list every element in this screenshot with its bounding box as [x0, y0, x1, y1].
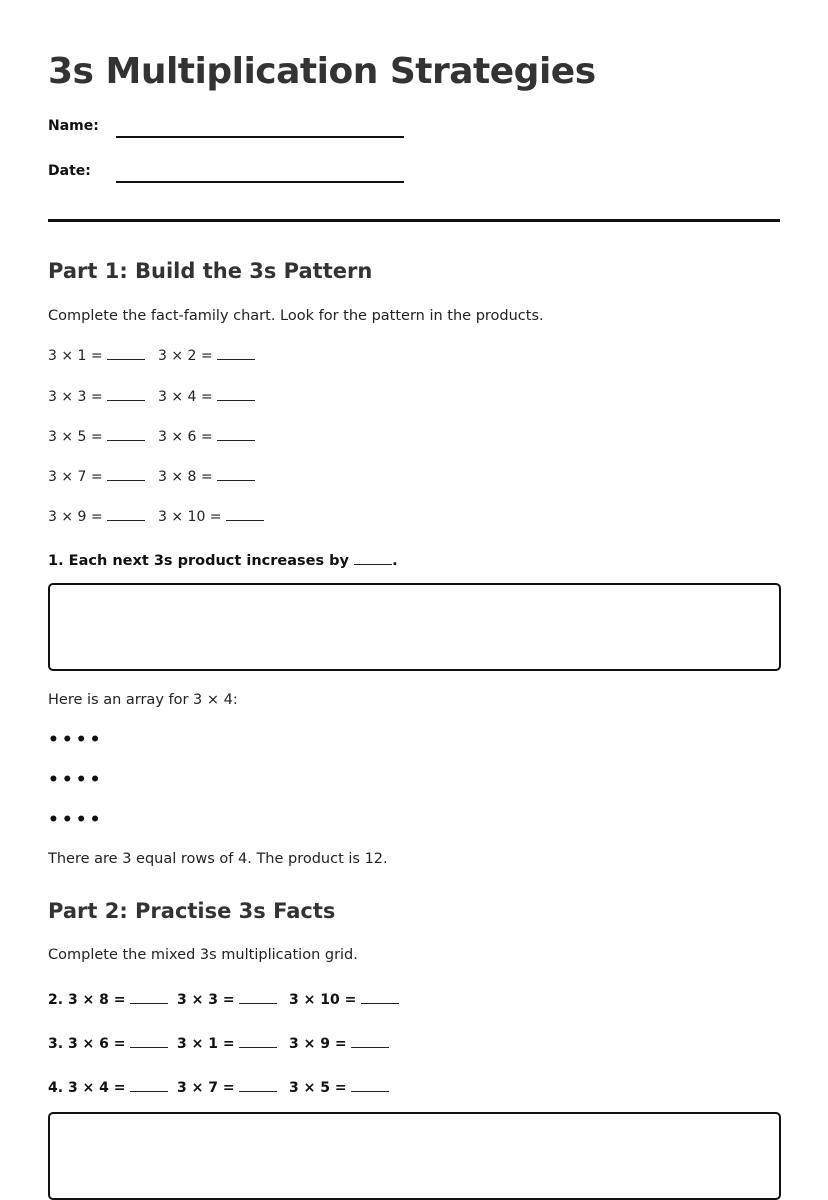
practice-item: [177, 1078, 277, 1098]
practice-item: [289, 1034, 389, 1054]
name-input-line[interactable]: [116, 136, 404, 138]
fact-text: 3 × 9 =: [289, 1036, 347, 1052]
answer-blank[interactable]: [226, 507, 264, 521]
fact-text: 3 × 8 =: [67, 992, 126, 1008]
fact-item: [158, 467, 255, 487]
answer-blank[interactable]: [217, 467, 255, 481]
fact-text: 3 × 10 =: [158, 509, 222, 525]
fact-text: 3 × 4 =: [158, 389, 213, 405]
answer-blank[interactable]: [107, 346, 145, 360]
practice-item: [289, 990, 399, 1010]
date-input-line[interactable]: [116, 181, 404, 183]
question-punctuation: .: [392, 553, 398, 569]
fact-item: [48, 387, 145, 407]
fact-text: 3 × 8 =: [158, 469, 213, 485]
fact-text: 3 × 7 =: [177, 1080, 235, 1096]
answer-blank[interactable]: [107, 427, 145, 441]
practice-item: [177, 990, 277, 1010]
answer-blank[interactable]: [217, 387, 255, 401]
fact-item: [158, 427, 255, 447]
part2-heading: Part 2: Practise 3s Facts: [48, 899, 336, 923]
array-row: ••••: [48, 810, 104, 830]
fact-text: 3 × 3 =: [177, 992, 235, 1008]
answer-blank[interactable]: [239, 1034, 277, 1048]
answer-box-2[interactable]: [48, 1112, 781, 1200]
fact-text: 3 × 6 =: [67, 1036, 126, 1052]
fact-item: [158, 387, 255, 407]
fact-text: 3 × 3 =: [48, 389, 103, 405]
header-divider: [48, 219, 780, 222]
fact-text: 3 × 6 =: [158, 429, 213, 445]
fact-item: [48, 467, 145, 487]
question-1: [48, 551, 398, 571]
name-label: Name:: [48, 118, 99, 134]
practice-item: [177, 1034, 277, 1054]
fact-item: [48, 346, 145, 366]
fact-text: 3 × 7 =: [48, 469, 103, 485]
fact-item: [158, 507, 264, 527]
fact-item: [158, 346, 255, 366]
answer-blank[interactable]: [107, 507, 145, 521]
answer-blank[interactable]: [354, 551, 392, 565]
name-field: [48, 116, 408, 140]
question-number: 3.: [48, 1036, 64, 1052]
answer-blank[interactable]: [217, 346, 255, 360]
part1-heading: Part 1: Build the 3s Pattern: [48, 259, 373, 283]
question-text: Each next 3s product increases by: [68, 553, 349, 569]
practice-item: [289, 1078, 389, 1098]
fact-text: 3 × 1 =: [48, 348, 103, 364]
answer-blank[interactable]: [217, 427, 255, 441]
answer-blank[interactable]: [107, 387, 145, 401]
answer-blank[interactable]: [351, 1034, 389, 1048]
answer-blank[interactable]: [351, 1078, 389, 1092]
date-label: Date:: [48, 163, 91, 179]
practice-item: [48, 1078, 168, 1098]
fact-text: 3 × 2 =: [158, 348, 213, 364]
fact-text: 3 × 5 =: [289, 1080, 347, 1096]
fact-text: 3 × 1 =: [177, 1036, 235, 1052]
answer-blank[interactable]: [239, 990, 277, 1004]
fact-text: 3 × 4 =: [67, 1080, 126, 1096]
practice-item: [48, 990, 168, 1010]
fact-text: 3 × 5 =: [48, 429, 103, 445]
question-number: 2.: [48, 992, 64, 1008]
part2-instructions: Complete the mixed 3s multiplication grid.: [48, 947, 358, 963]
answer-blank[interactable]: [239, 1078, 277, 1092]
fact-item: [48, 507, 145, 527]
practice-item: [48, 1034, 168, 1054]
fact-item: [48, 427, 145, 447]
answer-blank[interactable]: [361, 990, 399, 1004]
array-intro: Here is an array for 3 × 4:: [48, 692, 238, 708]
fact-text: 3 × 10 =: [289, 992, 357, 1008]
array-row: ••••: [48, 770, 104, 790]
question-number: 4.: [48, 1080, 64, 1096]
array-row: ••••: [48, 730, 104, 750]
answer-box-1[interactable]: [48, 583, 781, 671]
fact-text: 3 × 9 =: [48, 509, 103, 525]
answer-blank[interactable]: [130, 1078, 168, 1092]
question-number: 1.: [48, 553, 64, 569]
page-title: 3s Multiplication Strategies: [48, 51, 596, 92]
answer-blank[interactable]: [130, 990, 168, 1004]
part1-instructions: Complete the fact-family chart. Look for the pattern in the products.: [48, 308, 544, 324]
answer-blank[interactable]: [130, 1034, 168, 1048]
date-field: [48, 161, 408, 185]
answer-blank[interactable]: [107, 467, 145, 481]
array-summary: There are 3 equal rows of 4. The product is 12.: [48, 851, 388, 867]
